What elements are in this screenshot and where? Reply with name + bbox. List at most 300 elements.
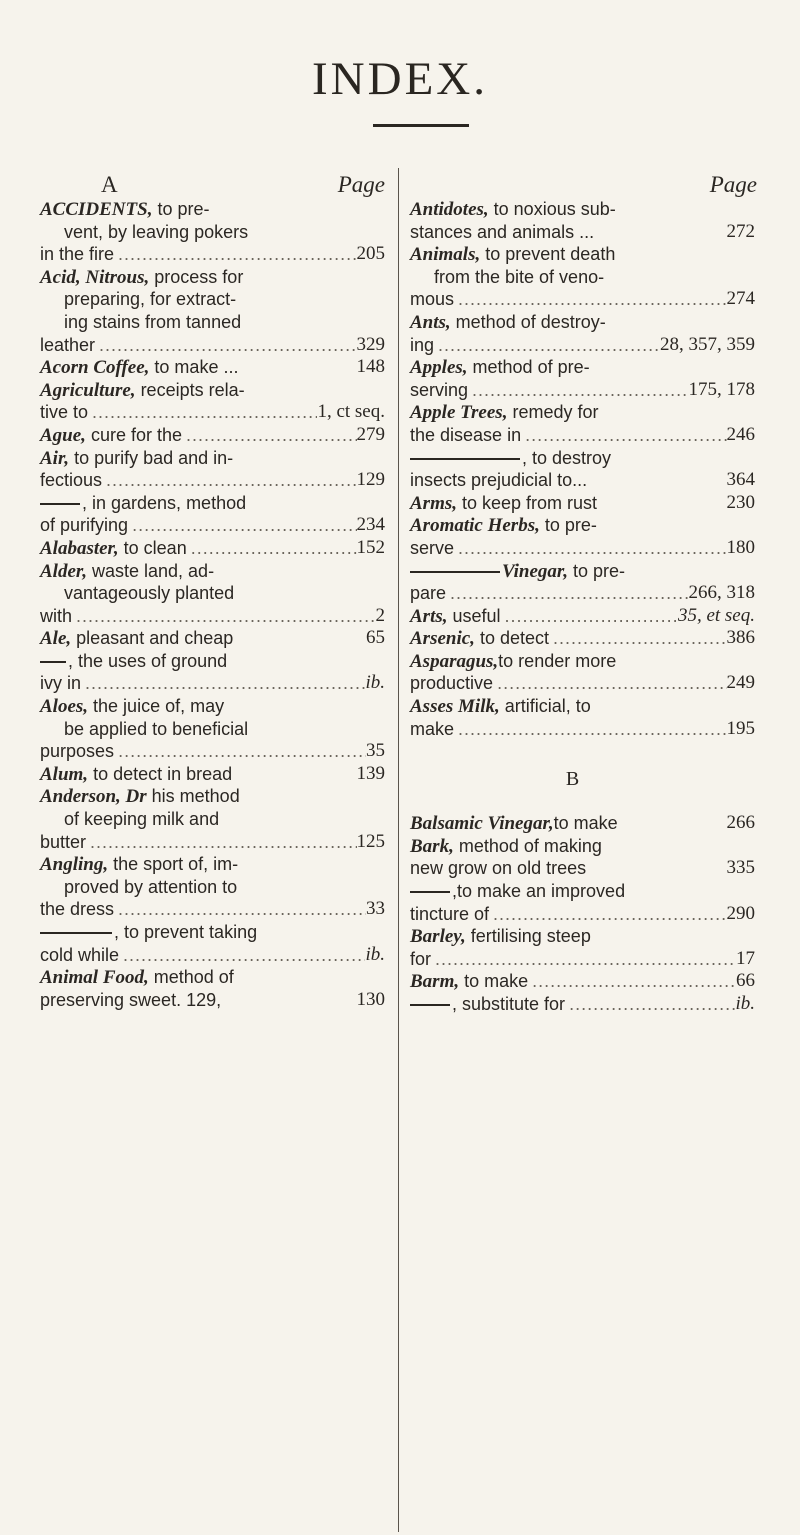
entry-text-run: the sport of, im- (108, 854, 239, 875)
entry-text-run: method of destroy- (450, 311, 606, 332)
entry-text (40, 627, 233, 651)
entry-text-run: cold while (40, 944, 120, 965)
index-entry (40, 785, 385, 853)
page-number (689, 582, 756, 605)
entry-text-run: with (40, 605, 73, 626)
entry-line (40, 266, 385, 289)
page-number (357, 334, 386, 357)
entry-line (410, 221, 755, 244)
entry-keyword: Bark, (410, 835, 454, 857)
entry-text-run: to pre- (568, 560, 626, 581)
entry-text-run: tive to (40, 402, 89, 423)
entry-text-run: vantageously planted (64, 583, 235, 604)
entry-line (410, 243, 755, 266)
entry-line (410, 650, 755, 673)
entry-text (410, 718, 454, 741)
page-number (366, 898, 385, 921)
page-number-value: 139 (356, 762, 385, 784)
page-number-value: 28, 357, 359 (660, 333, 755, 355)
entry-keyword: Balsamic Vinegar, (410, 813, 554, 835)
page-number-value: 175, 178 (688, 378, 755, 400)
dot-leader (128, 514, 356, 537)
entry-line (40, 876, 385, 899)
entry-text-run: , to prevent taking (114, 922, 258, 942)
index-entry (410, 605, 755, 628)
index-entry (40, 966, 385, 1011)
page-number-value: 180 (726, 536, 755, 558)
entry-text-run: purposes (40, 741, 115, 762)
entry-line (410, 537, 755, 560)
page-number (365, 672, 385, 695)
entry-line (410, 492, 755, 515)
entry-text (40, 424, 182, 448)
entry-keyword: Air, (40, 447, 70, 469)
entry-keyword: Agriculture, (40, 379, 136, 401)
index-entry (40, 853, 385, 921)
page-number-value: 329 (356, 333, 385, 355)
entry-keyword: Apple Trees, (410, 402, 508, 424)
page-number (357, 243, 386, 266)
entry-line (40, 695, 385, 718)
page-number (727, 424, 756, 447)
entry-line (40, 898, 385, 921)
entry-text-run: vent, by leaving pokers (64, 221, 249, 242)
entry-line (40, 853, 385, 876)
index-entry (40, 424, 385, 447)
entry-line (40, 334, 385, 357)
entry-text-run: receipts rela- (135, 379, 245, 400)
page-label: Page (709, 172, 757, 197)
entry-text (410, 948, 431, 971)
entry-text-run: the dress (40, 899, 115, 920)
entry-text-run: butter (40, 831, 87, 852)
page-number-value: 129 (356, 469, 385, 491)
entry-line (410, 560, 755, 583)
ditto-dash (40, 661, 66, 663)
entry-text-run: serving (410, 379, 469, 400)
page-number-value: 2 (375, 604, 385, 626)
page-number (727, 221, 756, 244)
entry-text (40, 989, 221, 1012)
page-number-value: 148 (356, 356, 385, 378)
entry-keyword: Animal Food, (40, 967, 149, 989)
entry-text-run: leather (40, 334, 96, 355)
left-column-header (40, 172, 385, 198)
page-number (357, 469, 386, 492)
entry-line (40, 718, 385, 741)
entry-line (40, 944, 385, 967)
entry-line (410, 970, 755, 993)
entry-leader (40, 989, 385, 1012)
index-entry (40, 379, 385, 424)
dot-leader (454, 718, 726, 741)
entry-leader (410, 993, 755, 1016)
dot-leader (187, 537, 357, 561)
page-number-value: 130 (356, 988, 385, 1010)
page-number (357, 424, 386, 448)
entry-text (410, 537, 454, 560)
index-entry (410, 447, 755, 492)
page-number (736, 970, 755, 994)
entry-line (40, 198, 385, 221)
dot-leader (81, 672, 365, 695)
page-number-value: 364 (726, 469, 755, 491)
left-entries (40, 198, 385, 1011)
entry-text (40, 672, 81, 695)
entry-leader (40, 401, 385, 424)
entry-line (410, 672, 755, 695)
page-number (357, 514, 386, 537)
index-entry (410, 401, 755, 446)
page-number (689, 379, 756, 402)
dot-leader (521, 424, 726, 447)
dot-leader (88, 401, 317, 424)
entry-line (410, 379, 755, 402)
entry-line (40, 650, 385, 673)
entry-text (40, 831, 86, 854)
entry-keyword: Ale, (40, 628, 72, 650)
entry-text-run: tincture of (410, 903, 490, 924)
page-number-value: 386 (726, 627, 755, 649)
entry-leader (410, 537, 755, 560)
page-number-value: 35 (366, 740, 385, 762)
index-entry (410, 812, 755, 835)
index-entry (410, 835, 755, 880)
page-number-value: ib. (365, 672, 385, 694)
page-number (357, 356, 386, 380)
entry-leader (410, 469, 755, 492)
entry-text-run: fertilising steep (465, 926, 591, 947)
page-label: Page (337, 172, 385, 197)
entry-text-run: to keep from rust (457, 492, 598, 513)
entry-keyword: Aromatic Herbs, (410, 515, 540, 537)
entry-text-run: serve (410, 537, 455, 558)
entry-line (40, 288, 385, 311)
index-entry (410, 311, 755, 356)
page-number-value: 33 (366, 898, 385, 920)
entry-text (410, 424, 521, 447)
page-number (357, 989, 386, 1012)
entry-text-run: to noxious sub- (488, 199, 616, 219)
dot-leader (454, 288, 726, 311)
entry-text-run: pleasant and cheap (71, 628, 234, 649)
entry-text-run: make (410, 718, 455, 739)
index-entry (410, 560, 755, 605)
entry-line (410, 993, 755, 1016)
entry-text-run: ,to make an improved (452, 881, 626, 902)
index-entry (40, 627, 385, 650)
entry-text-run: his method (146, 786, 240, 807)
entry-keyword: Ants, (410, 311, 451, 333)
dot-leader (114, 243, 356, 266)
entry-text-run: waste land, ad- (86, 560, 215, 581)
dot-leader (95, 334, 356, 357)
entry-keyword: Antidotes, (410, 199, 489, 220)
dot-leader (489, 903, 726, 926)
entry-keyword: ACCIDENTS, (40, 199, 153, 220)
entry-text (410, 334, 434, 357)
entry-text (40, 334, 95, 357)
entry-leader (410, 379, 755, 402)
entry-text-run: to pre- (152, 199, 210, 219)
page-number-value: 279 (356, 423, 385, 445)
entry-leader (40, 672, 385, 695)
entry-text (410, 812, 618, 836)
page-number-value: 195 (726, 717, 755, 739)
entry-text-run: new grow on old trees (410, 858, 587, 879)
page-number-value: 125 (356, 830, 385, 852)
entry-keyword: Acid, Nitrous, (40, 266, 150, 288)
entry-leader (40, 627, 385, 651)
entry-line (40, 672, 385, 695)
entry-keyword: Angling, (40, 854, 109, 876)
entry-text-run: insects prejudicial to... (410, 470, 588, 491)
entry-line (410, 582, 755, 605)
entry-line (410, 925, 755, 948)
right-entries-b (410, 812, 755, 1015)
entry-text (410, 221, 594, 244)
page-number-value: 266, 318 (688, 582, 755, 604)
entry-line (40, 921, 385, 944)
index-entry (410, 198, 755, 243)
index-entry (40, 447, 385, 492)
page-number-value: 266 (726, 812, 755, 834)
entry-leader (410, 903, 755, 926)
page-number (376, 605, 386, 628)
right-column (410, 172, 755, 1016)
dot-leader (468, 379, 688, 402)
index-entry (410, 970, 755, 993)
ditto-dash (40, 503, 80, 505)
entry-line (410, 447, 755, 470)
page-number-value: 335 (726, 857, 755, 879)
entry-line (40, 582, 385, 605)
entry-keyword: Aloes, (40, 696, 89, 718)
page-number-value: 17 (736, 947, 755, 969)
dot-leader (434, 334, 660, 357)
entry-text-run: the juice of, may (88, 696, 225, 717)
entry-text (410, 379, 468, 402)
entry-text-run: to prevent death (480, 244, 616, 265)
index-entry (410, 993, 755, 1016)
entry-line (40, 605, 385, 628)
entry-text-run: remedy for (507, 402, 599, 423)
dot-leader (493, 672, 726, 695)
entry-line (410, 948, 755, 971)
entry-line (40, 221, 385, 244)
entry-text-run: to detect (474, 628, 549, 649)
entry-text (40, 401, 88, 424)
page-number-value: 246 (726, 423, 755, 445)
entry-text (410, 993, 565, 1016)
page-number (727, 672, 756, 695)
right-entries (410, 198, 755, 740)
index-entry (410, 243, 755, 311)
entry-keyword: Barm, (410, 971, 460, 993)
entry-keyword: Apples, (410, 357, 468, 379)
page-number-value: 152 (356, 536, 385, 558)
entry-line (40, 831, 385, 854)
page-number (727, 537, 756, 560)
entry-keyword: Animals, (410, 244, 481, 266)
entry-text-run: to make (459, 971, 529, 992)
ditto-dash (410, 571, 500, 573)
dot-leader (446, 582, 688, 605)
entry-text (40, 469, 102, 492)
entry-text-run: productive (410, 673, 494, 694)
page-number (727, 718, 756, 741)
entry-text (410, 288, 454, 311)
column-divider (398, 168, 399, 1532)
entry-text (410, 605, 501, 629)
entry-keyword: Asparagus, (410, 650, 499, 672)
dot-leader (528, 970, 736, 994)
entry-line (40, 447, 385, 470)
entry-leader (40, 356, 385, 380)
entry-keyword: Alabaster, (40, 537, 119, 559)
page-number-value: ib. (365, 943, 385, 965)
page-number-value: 234 (356, 514, 385, 536)
entry-line (410, 288, 755, 311)
title-rule (373, 124, 469, 127)
dot-leader (182, 424, 357, 448)
entry-text (410, 469, 587, 492)
section-letter-b: B (565, 768, 580, 791)
entry-line (410, 356, 755, 379)
page-number (357, 831, 386, 854)
entry-leader (410, 492, 755, 516)
page-number (357, 537, 386, 561)
entry-text-run: ing stains from tanned (64, 311, 242, 332)
entry-line (40, 627, 385, 650)
entry-keyword: Asses Milk, (410, 696, 500, 718)
entry-text-run: to detect in bread (88, 763, 233, 784)
index-entry (410, 925, 755, 970)
dot-leader (565, 993, 735, 1016)
dot-leader (549, 627, 727, 651)
entry-line (410, 718, 755, 741)
entry-text-run: of keeping milk and (64, 809, 220, 830)
page-number-value: 230 (726, 491, 755, 513)
dot-leader (86, 831, 356, 854)
entry-line (410, 627, 755, 650)
right-column-header (410, 172, 755, 198)
entry-keyword: Acorn Coffee, (40, 357, 150, 379)
dot-leader (454, 537, 726, 560)
entry-keyword: Anderson, Dr (40, 786, 147, 808)
entry-line (410, 605, 755, 628)
entry-text (410, 970, 528, 994)
entry-leader (40, 334, 385, 357)
entry-leader (40, 831, 385, 854)
entry-text-run: to purify bad and in- (69, 447, 234, 468)
entry-line (40, 740, 385, 763)
page-number (735, 993, 755, 1016)
entry-leader (410, 288, 755, 311)
index-entry (410, 514, 755, 559)
entry-line (410, 401, 755, 424)
index-entry (410, 356, 755, 401)
page-number-value: 35, et seq. (677, 604, 755, 626)
entry-leader (410, 672, 755, 695)
entry-line (40, 785, 385, 808)
page-number (365, 944, 385, 967)
entry-line (410, 311, 755, 334)
entry-leader (410, 718, 755, 741)
entry-leader (410, 812, 755, 836)
page-number-value: ib. (735, 993, 755, 1014)
entry-leader (410, 605, 755, 629)
dot-leader (114, 898, 366, 921)
page-number (727, 288, 756, 311)
entry-line (410, 812, 755, 835)
entry-text (410, 857, 586, 880)
entry-line (40, 808, 385, 831)
entry-line (410, 198, 755, 221)
page-number-value: 290 (726, 902, 755, 924)
entry-line (410, 835, 755, 858)
entry-leader (410, 424, 755, 447)
entry-line (40, 763, 385, 786)
entry-text-run: , substitute for (452, 994, 566, 1014)
entry-leader (410, 582, 755, 605)
dot-leader (114, 740, 366, 763)
page-number (736, 948, 755, 971)
dot-leader (72, 605, 375, 628)
entry-text-run: to render more (498, 650, 617, 671)
entry-leader (410, 970, 755, 994)
entry-leader (40, 469, 385, 492)
index-entry (40, 650, 385, 695)
entry-text (410, 672, 493, 695)
entry-text-run: for (410, 948, 432, 969)
page-number-value: 1, ct seq. (317, 401, 385, 423)
entry-text (40, 537, 187, 561)
index-entry (410, 492, 755, 515)
entry-leader (410, 857, 755, 880)
entry-text (410, 903, 489, 926)
entry-text (40, 763, 232, 787)
entry-line (40, 379, 385, 402)
entry-leader (410, 221, 755, 244)
entry-text-run: pare (410, 583, 447, 604)
page-number (727, 857, 756, 880)
page-number (727, 469, 756, 492)
entry-keyword: Alum, (40, 763, 89, 785)
ditto-dash (410, 1004, 450, 1006)
entry-text-run: method of making (453, 835, 602, 856)
page-number (366, 627, 385, 651)
entry-line (40, 469, 385, 492)
entry-text-run: method of pre- (467, 357, 590, 378)
entry-text-run: process for (149, 266, 244, 287)
entry-keyword: Arms, (410, 492, 457, 514)
entry-text-run: useful (447, 605, 501, 626)
entry-text-run: to make ... (149, 357, 239, 378)
entry-text-run: to clean (118, 537, 187, 558)
entry-text-run: proved by attention to (64, 876, 238, 897)
entry-leader (40, 740, 385, 763)
entry-text (40, 740, 114, 763)
entry-text-run: , the uses of ground (68, 650, 228, 671)
page-number (357, 763, 386, 787)
entry-line (40, 537, 385, 560)
entry-keyword: Alder, (40, 560, 87, 582)
entry-leader (410, 627, 755, 651)
index-entry (410, 880, 755, 925)
entry-line (40, 966, 385, 989)
dot-leader (119, 944, 365, 967)
